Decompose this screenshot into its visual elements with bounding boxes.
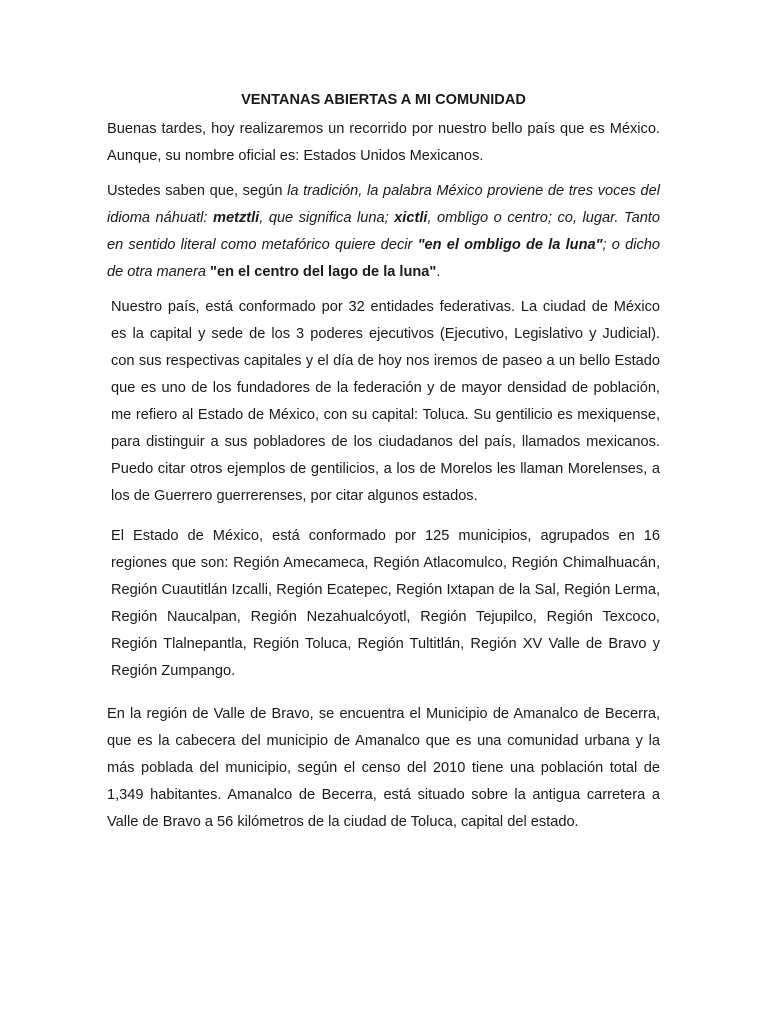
- quote-ombligo-luna: "en el ombligo de la luna": [417, 237, 603, 253]
- quote-centro-lago: "en el centro del lago de la luna": [210, 264, 437, 280]
- document-title: VENTANAS ABIERTAS A MI COMUNIDAD: [241, 92, 526, 108]
- term-metztli: metztli: [213, 210, 260, 226]
- paragraph-etymology: [107, 178, 660, 286]
- document-page: [107, 88, 660, 836]
- paragraph-entidades: Nuestro país, está conformado por 32 entidades federativas. La ciudad de México es la capital y sede de los 3 poderes ejecutivos (Ejecutivo, Legislativo y Judicial). con sus respectivas capitales y el día de hoy nos iremos de paseo a un bello Estado que es uno de los fundadores de la federación y de mayor densidad de población, me refiero al Estado de México, con su capital: Toluca. Su gentilicio es mexiquense, para distinguir a sus pobladores de los ciudadanos del país, llamados mexicanos. Puedo citar otros ejemplos de gentilicios, a los de Morelos les llaman Morelenses, a los de Guerrero guerrerenses, por citar algunos estados.: [111, 299, 660, 504]
- paragraph-greeting: Buenas tardes, hoy realizaremos un recorrido por nuestro bello país que es México. Aunque, su nombre oficial es: Estados Unidos Mexicanos.: [107, 121, 660, 164]
- etymology-text-3: , que significa luna;: [259, 210, 395, 226]
- paragraph-municipios: El Estado de México, está conformado por 125 municipios, agrupados en 16 regiones que son: Región Amecameca, Región Atlacomulco, Región Chimalhuacán, Región Cuautitlán Izcalli, Región Ecatepec, Región Ixtapan de la Sal, Región Lerma, Región Naucalpan, Región Nezahualcóyotl, Región Tejupilco, Región Texcoco, Región Tlalnepantla, Región Toluca, Región Tultitlán, Región XV Valle de Bravo y Región Zumpango.: [111, 528, 660, 679]
- paragraph-amanalco: En la región de Valle de Bravo, se encuentra el Municipio de Amanalco de Becerra, que es la cabecera del municipio de Amanalco que es una comunidad urbana y la más poblada del municipio, según el censo del 2010 tiene una población total de 1,349 habitantes. Amanalco de Becerra, está situado sobre la antigua carretera a Valle de Bravo a 56 kilómetros de la ciudad de Toluca, capital del estado.: [107, 706, 660, 830]
- etymology-text-4: , ombligo o centro; co, lugar. Tanto en sentido literal como metafórico quiere decir: [107, 210, 660, 253]
- etymology-text-1: Ustedes saben que, según: [107, 183, 288, 199]
- term-xictli: xictli: [394, 210, 428, 226]
- etymology-text-6: .: [436, 264, 441, 280]
- etymology-text-5: ; o dicho de otra manera: [107, 237, 660, 280]
- etymology-text-2: la tradición, la palabra México proviene de tres voces del idioma náhuatl:: [107, 183, 660, 226]
